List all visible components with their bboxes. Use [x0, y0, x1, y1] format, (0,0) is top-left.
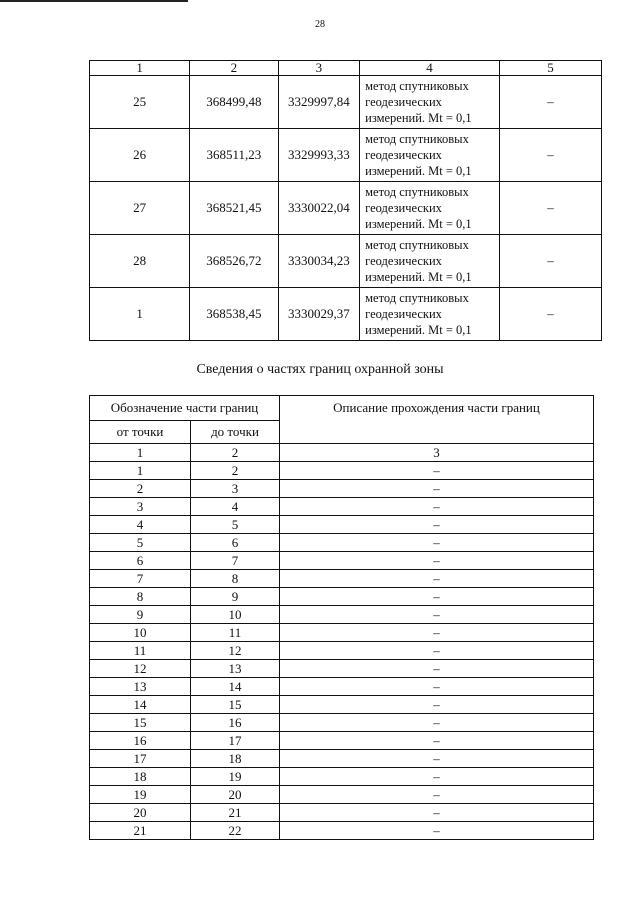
description-cell: –	[280, 642, 594, 660]
to-point-cell: 18	[191, 750, 280, 768]
from-point-cell: 12	[90, 660, 191, 678]
point-cell: 25	[90, 76, 190, 129]
page-number: 28	[315, 19, 325, 30]
method-line: метод спутниковых	[365, 79, 469, 93]
point-cell: 1	[90, 288, 190, 341]
table-row	[90, 660, 594, 678]
to-point-cell: 8	[191, 570, 280, 588]
method-line: измерений. Mt = 0,1	[365, 270, 472, 284]
from-point-cell: 13	[90, 678, 191, 696]
method-line: измерений. Mt = 0,1	[365, 323, 472, 337]
from-point-cell: 14	[90, 696, 191, 714]
table-row	[90, 129, 602, 182]
method-line: геодезических	[365, 95, 442, 109]
description-cell: –	[280, 804, 594, 822]
table-row	[90, 534, 594, 552]
table-row	[90, 76, 602, 129]
note-cell: –	[499, 76, 601, 129]
from-point-cell: 4	[90, 516, 191, 534]
x-cell: 368538,45	[190, 288, 278, 341]
to-point-cell: 14	[191, 678, 280, 696]
method-line: измерений. Mt = 0,1	[365, 111, 472, 125]
header-col-1: 1	[90, 61, 190, 76]
section-title: Сведения о частях границ охранной зоны	[196, 362, 444, 377]
method-line: геодезических	[365, 307, 442, 321]
table-row	[90, 786, 594, 804]
table-row	[90, 678, 594, 696]
to-point-cell: 4	[191, 498, 280, 516]
from-point-cell: 17	[90, 750, 191, 768]
from-point-cell: 6	[90, 552, 191, 570]
y-cell: 3329997,84	[278, 76, 360, 129]
method-line: измерений. Mt = 0,1	[365, 164, 472, 178]
to-point-cell: 10	[191, 606, 280, 624]
method-line: геодезических	[365, 201, 442, 215]
from-point-cell: 7	[90, 570, 191, 588]
y-cell: 3329993,33	[278, 129, 360, 182]
to-point-cell: 19	[191, 768, 280, 786]
to-point-cell: 6	[191, 534, 280, 552]
to-point-cell: 21	[191, 804, 280, 822]
method-line: метод спутниковых	[365, 185, 469, 199]
table-row	[90, 552, 594, 570]
to-point-cell: 15	[191, 696, 280, 714]
table-row	[90, 588, 594, 606]
from-point-cell: 16	[90, 732, 191, 750]
description-cell: –	[280, 552, 594, 570]
to-point-cell: 17	[191, 732, 280, 750]
method-line: метод спутниковых	[365, 132, 469, 146]
from-point-cell: 5	[90, 534, 191, 552]
method-line: измерений. Mt = 0,1	[365, 217, 472, 231]
description-cell: –	[280, 570, 594, 588]
header-col-5: 5	[499, 61, 601, 76]
method-line: метод спутниковых	[365, 291, 469, 305]
x-cell: 368499,48	[190, 76, 278, 129]
description-cell: –	[280, 660, 594, 678]
from-point-cell: 3	[90, 498, 191, 516]
to-point-cell: 2	[191, 444, 280, 462]
table-row	[90, 768, 594, 786]
method-line: геодезических	[365, 254, 442, 268]
header-col-3: 3	[278, 61, 360, 76]
method-cell	[360, 76, 500, 129]
description-cell: –	[280, 678, 594, 696]
point-cell: 26	[90, 129, 190, 182]
table-row	[90, 822, 594, 840]
to-point-cell: 3	[191, 480, 280, 498]
from-point-cell: 15	[90, 714, 191, 732]
table-row	[90, 288, 602, 341]
to-point-cell: 9	[191, 588, 280, 606]
table-row	[90, 480, 594, 498]
coordinates-table	[89, 60, 602, 341]
from-point-cell: 19	[90, 786, 191, 804]
description-cell: –	[280, 714, 594, 732]
description-cell: –	[280, 606, 594, 624]
table-row	[90, 750, 594, 768]
table-row	[90, 444, 594, 462]
method-line: метод спутниковых	[365, 238, 469, 252]
from-point-cell: 8	[90, 588, 191, 606]
table-row	[90, 516, 594, 534]
description-cell: –	[280, 768, 594, 786]
method-cell	[360, 288, 500, 341]
description-cell: –	[280, 462, 594, 480]
table-row	[90, 182, 602, 235]
to-point-cell: 20	[191, 786, 280, 804]
top-left-rule	[0, 0, 188, 2]
table-row	[90, 732, 594, 750]
note-cell: –	[499, 288, 601, 341]
header-from-point: от точки	[90, 421, 191, 444]
x-cell: 368526,72	[190, 235, 278, 288]
table-row	[90, 804, 594, 822]
note-cell: –	[499, 235, 601, 288]
table-row	[90, 696, 594, 714]
method-cell	[360, 182, 500, 235]
note-cell: –	[499, 129, 601, 182]
from-point-cell: 20	[90, 804, 191, 822]
to-point-cell: 7	[191, 552, 280, 570]
header-boundary-designation: Обозначение части границ	[90, 396, 280, 421]
table-row	[90, 714, 594, 732]
table-row	[90, 642, 594, 660]
description-cell: –	[280, 696, 594, 714]
header-col-2: 2	[190, 61, 278, 76]
from-point-cell: 10	[90, 624, 191, 642]
to-point-cell: 11	[191, 624, 280, 642]
x-cell: 368511,23	[190, 129, 278, 182]
method-line: геодезических	[365, 148, 442, 162]
to-point-cell: 22	[191, 822, 280, 840]
description-cell: 3	[280, 444, 594, 462]
note-cell: –	[499, 182, 601, 235]
description-cell: –	[280, 534, 594, 552]
description-cell: –	[280, 786, 594, 804]
boundary-parts-table	[89, 395, 594, 840]
header-description: Описание прохождения части границ	[280, 396, 594, 444]
to-point-cell: 16	[191, 714, 280, 732]
to-point-cell: 5	[191, 516, 280, 534]
description-cell: –	[280, 822, 594, 840]
description-cell: –	[280, 480, 594, 498]
y-cell: 3330034,23	[278, 235, 360, 288]
to-point-cell: 12	[191, 642, 280, 660]
header-to-point: до точки	[191, 421, 280, 444]
method-cell	[360, 129, 500, 182]
description-cell: –	[280, 750, 594, 768]
y-cell: 3330029,37	[278, 288, 360, 341]
description-cell: –	[280, 588, 594, 606]
to-point-cell: 13	[191, 660, 280, 678]
from-point-cell: 1	[90, 444, 191, 462]
table-row	[90, 498, 594, 516]
to-point-cell: 2	[191, 462, 280, 480]
from-point-cell: 1	[90, 462, 191, 480]
from-point-cell: 11	[90, 642, 191, 660]
description-cell: –	[280, 516, 594, 534]
x-cell: 368521,45	[190, 182, 278, 235]
point-cell: 27	[90, 182, 190, 235]
table-row	[90, 570, 594, 588]
parts-header-row	[90, 396, 594, 421]
table-row	[90, 462, 594, 480]
point-cell: 28	[90, 235, 190, 288]
from-point-cell: 18	[90, 768, 191, 786]
table-row	[90, 624, 594, 642]
description-cell: –	[280, 732, 594, 750]
header-col-4: 4	[360, 61, 500, 76]
from-point-cell: 2	[90, 480, 191, 498]
table-row	[90, 235, 602, 288]
description-cell: –	[280, 498, 594, 516]
from-point-cell: 9	[90, 606, 191, 624]
description-cell: –	[280, 624, 594, 642]
from-point-cell: 21	[90, 822, 191, 840]
method-cell	[360, 235, 500, 288]
y-cell: 3330022,04	[278, 182, 360, 235]
table-row	[90, 606, 594, 624]
coordinates-header-row	[90, 61, 602, 76]
